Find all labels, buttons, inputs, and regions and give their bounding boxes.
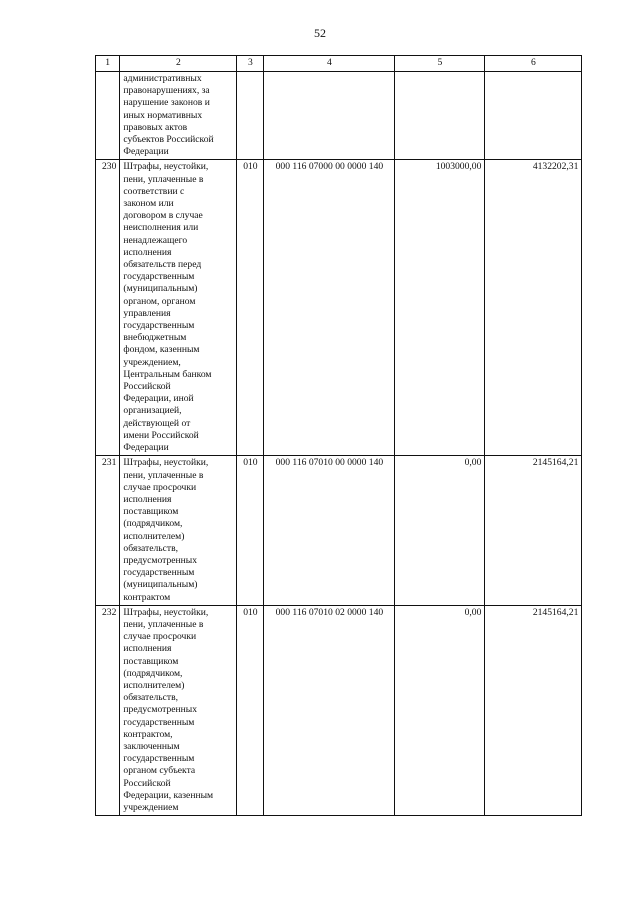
header-col-6: 6: [485, 56, 582, 72]
row-name-line: государственным: [123, 716, 195, 728]
row-name-line: поставщиком: [123, 655, 179, 667]
row-name-line: Федерации: [123, 442, 169, 454]
row-name-line: государственным: [123, 271, 195, 283]
row-name-line: заключенным: [123, 740, 180, 752]
table-header-row: [96, 56, 582, 72]
row-name-line: поставщиком: [123, 506, 179, 518]
row-kbk: 000 116 07010 02 0000 140: [264, 605, 395, 815]
row-name-line: учреждением,: [123, 356, 181, 368]
row-code: 010: [237, 456, 264, 605]
row-name-line: Штрафы, неустойки,: [123, 161, 209, 173]
row-name-line: Российской: [123, 381, 171, 393]
row-name-line: случае просрочки: [123, 481, 197, 493]
row-name-line: Центральным банком: [123, 368, 212, 380]
row-name-line: предусмотренных: [123, 704, 198, 716]
row-name-line: учреждением: [123, 801, 179, 813]
row-kbk: [264, 72, 395, 160]
row-name-line: исполнения: [123, 246, 172, 258]
row-name-line: Федерации, иной: [123, 393, 194, 405]
row-name-line: ненадлежащего: [123, 234, 188, 246]
row-code: 010: [237, 605, 264, 815]
row-name-line: государственным: [123, 320, 195, 332]
row-number: 231: [96, 456, 120, 605]
row-name-line: пени, уплаченные в: [123, 618, 204, 630]
row-name-line: Штрафы, неустойки,: [123, 457, 209, 469]
table-row: [96, 160, 582, 456]
table-row-continuation: [96, 72, 582, 160]
row-name-line: Федерации: [123, 146, 169, 158]
row-name-line: случае просрочки: [123, 631, 197, 643]
header-col-1: 1: [96, 56, 120, 72]
row-name-line: соответствии с: [123, 185, 185, 197]
row-fact: 2145164,21: [485, 456, 582, 605]
row-name-line: пени, уплаченные в: [123, 173, 204, 185]
row-name-line: Штрафы, неустойки,: [123, 606, 209, 618]
row-fact: 4132202,31: [485, 160, 582, 456]
row-name-line: неисполнения или: [123, 222, 199, 234]
row-name-line: имени Российской: [123, 429, 199, 441]
row-name-line: иных нормативных: [123, 109, 203, 121]
row-number: 232: [96, 605, 120, 815]
row-name-line: субъектов Российской: [123, 134, 214, 146]
report-table: [95, 55, 582, 816]
row-name-line: государственным: [123, 753, 195, 765]
row-name-line: организацией,: [123, 405, 182, 417]
row-name-line: пени, уплаченные в: [123, 469, 204, 481]
row-name-line: контрактом,: [123, 728, 173, 740]
row-name-line: исполнения: [123, 493, 172, 505]
row-name-line: обязательств перед: [123, 259, 202, 271]
row-number: [96, 72, 120, 160]
row-name-line: фондом, казенным: [123, 344, 200, 356]
row-plan: 0,00: [395, 456, 485, 605]
table-row: [96, 605, 582, 815]
row-name-line: Российской: [123, 777, 171, 789]
row-name-line: (подрядчиком,: [123, 667, 183, 679]
row-plan: 1003000,00: [395, 160, 485, 456]
row-kbk: 000 116 07010 00 0000 140: [264, 456, 395, 605]
row-name-line: обязательств,: [123, 542, 179, 554]
row-name-line: административных: [123, 73, 202, 84]
row-code: [237, 72, 264, 160]
header-col-4: 4: [264, 56, 395, 72]
header-col-3: 3: [237, 56, 264, 72]
row-name: [120, 456, 237, 605]
row-name-line: действующей от: [123, 417, 191, 429]
row-name-line: предусмотренных: [123, 554, 198, 566]
row-name-line: контрактом: [123, 591, 171, 603]
row-name-line: органом, органом: [123, 295, 196, 307]
row-name-line: правонарушениях, за: [123, 85, 210, 97]
row-number: 230: [96, 160, 120, 456]
table-row: [96, 456, 582, 605]
row-name-line: (муниципальным): [123, 283, 198, 295]
row-name-line: органом субъекта: [123, 765, 196, 777]
row-plan: [395, 72, 485, 160]
row-fact: [485, 72, 582, 160]
row-name-line: законом или: [123, 198, 174, 210]
header-col-5: 5: [395, 56, 485, 72]
row-kbk: 000 116 07000 00 0000 140: [264, 160, 395, 456]
row-plan: 0,00: [395, 605, 485, 815]
row-name-line: обязательств,: [123, 692, 179, 704]
row-name-line: управления: [123, 307, 171, 319]
row-name-line: исполнителем): [123, 530, 185, 542]
row-name-line: нарушение законов и: [123, 97, 210, 109]
header-col-2: 2: [120, 56, 237, 72]
page-number: 52: [314, 26, 326, 40]
row-code: 010: [237, 160, 264, 456]
row-name-line: (муниципальным): [123, 579, 198, 591]
row-name-line: государственным: [123, 567, 195, 579]
row-name-line: внебюджетным: [123, 332, 187, 344]
row-name-line: Федерации, казенным: [123, 789, 214, 801]
row-name-line: исполнителем): [123, 679, 185, 691]
row-name-line: правовых актов: [123, 121, 188, 133]
row-name-line: договором в случае: [123, 210, 203, 222]
row-name: [120, 605, 237, 815]
row-name: [120, 72, 237, 160]
row-name-line: исполнения: [123, 643, 172, 655]
row-name: [120, 160, 237, 456]
row-fact: 2145164,21: [485, 605, 582, 815]
row-name-line: (подрядчиком,: [123, 518, 183, 530]
